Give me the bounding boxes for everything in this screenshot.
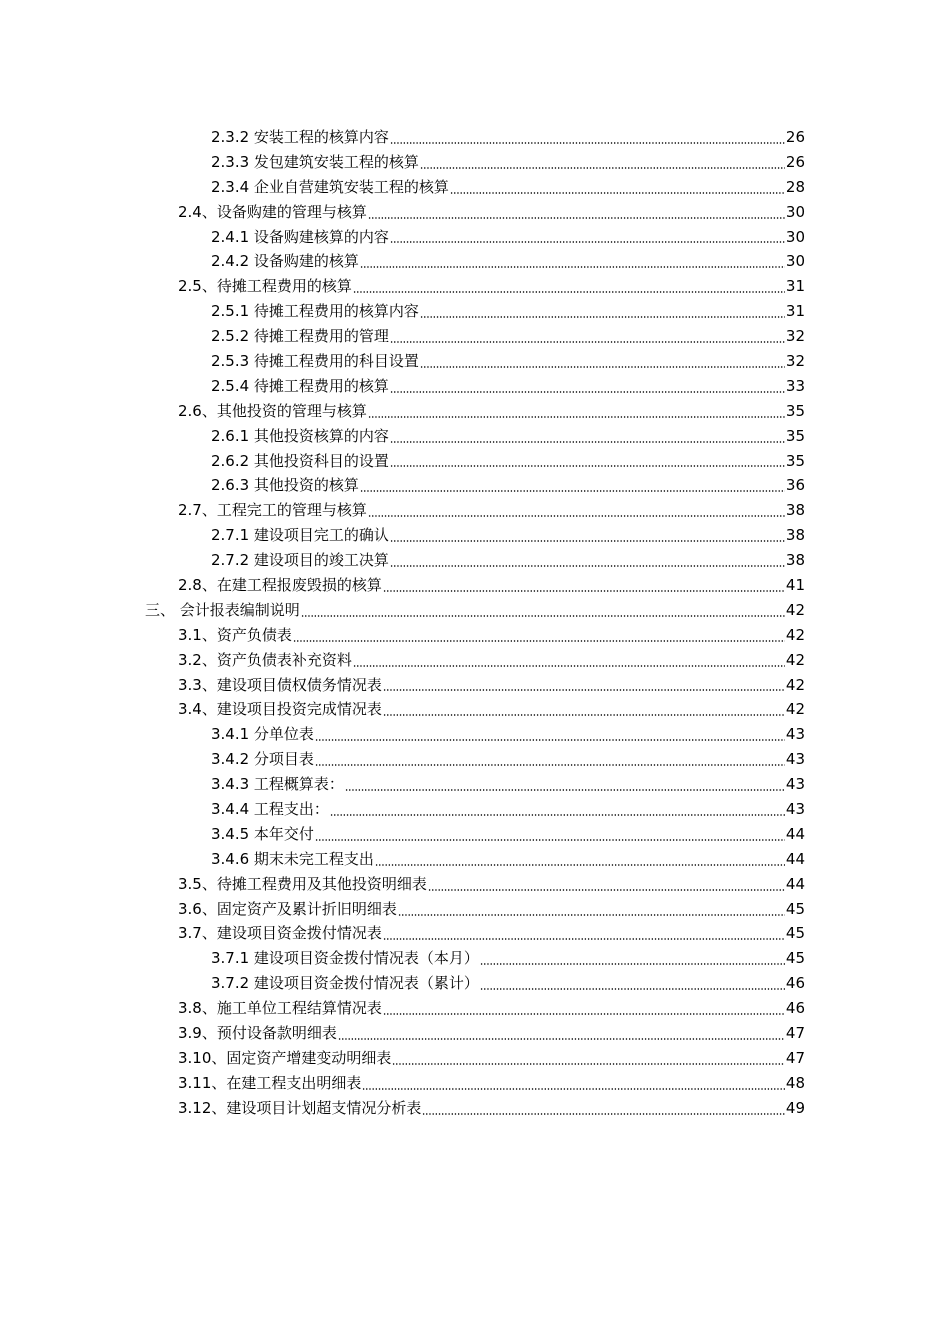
toc-entry-title: 3.4.6 期末未完工程支出 [211,849,374,868]
toc-entry[interactable] [0,648,950,673]
toc-entry[interactable] [0,747,950,772]
toc-entry-page-number: 33 [785,376,805,395]
toc-entry-title: 3.7、建设项目资金拨付情况表 [178,924,382,943]
toc-entry[interactable] [0,697,950,722]
dot-leader [315,839,785,841]
toc-entry-page-number: 38 [785,526,805,545]
toc-entry-page-number: 44 [785,849,805,868]
toc-entry-title: 3.8、施工单位工程结算情况表 [178,999,382,1018]
toc-entry[interactable] [0,598,950,623]
table-of-contents [0,125,950,1121]
toc-entry[interactable] [0,673,950,698]
toc-entry-page-number: 38 [785,501,805,520]
toc-entry-page-number: 38 [785,551,805,570]
toc-entry-page-number: 45 [785,924,805,943]
toc-entry[interactable] [0,523,950,548]
toc-entry-page-number: 43 [785,775,805,794]
toc-entry-page-number: 48 [785,1073,805,1092]
dot-leader [390,441,785,443]
dot-leader [390,142,785,144]
dot-leader [383,714,785,716]
toc-entry-title: 3.2、资产负债表补充资料 [178,650,352,669]
toc-entry-title: 2.3.3 发包建筑安装工程的核算 [211,152,419,171]
toc-entry-page-number: 31 [785,277,805,296]
toc-entry-title: 2.7.2 建设项目的竣工决算 [211,551,389,570]
dot-leader [422,1113,785,1115]
toc-entry-title: 2.6、其他投资的管理与核算 [178,401,367,420]
dot-leader [368,515,785,517]
toc-entry-page-number: 42 [785,675,805,694]
dot-leader [353,665,785,667]
dot-leader [360,490,785,492]
toc-entry[interactable] [0,200,950,225]
toc-entry-page-number: 36 [785,476,805,495]
toc-entry-page-number: 32 [785,351,805,370]
toc-entry-page-number: 30 [785,202,805,221]
toc-entry-title: 3.4.4 工程支出： [211,799,329,818]
toc-entry[interactable] [0,822,950,847]
toc-entry-page-number: 42 [785,650,805,669]
toc-entry[interactable] [0,722,950,747]
toc-entry[interactable] [0,424,950,449]
dot-leader [392,1063,785,1065]
toc-entry-page-number: 42 [785,600,805,619]
dot-leader [480,963,785,965]
toc-entry[interactable] [0,449,950,474]
toc-entry-title: 2.4、设备购建的管理与核算 [178,202,367,221]
dot-leader [383,689,785,691]
toc-entry[interactable] [0,473,950,498]
toc-entry-page-number: 49 [785,1098,805,1117]
toc-entry[interactable] [0,548,950,573]
toc-entry-page-number: 35 [785,451,805,470]
toc-entry-title: 3.3、建设项目债权债务情况表 [178,675,382,694]
toc-entry[interactable] [0,249,950,274]
toc-entry-title: 2.5.3 待摊工程费用的科目设置 [211,351,419,370]
toc-entry-title: 3.7.2 建设项目资金拨付情况表（累计） [211,974,479,993]
dot-leader [330,814,785,816]
toc-entry-page-number: 45 [785,949,805,968]
toc-entry[interactable] [0,797,950,822]
dot-leader [293,640,785,642]
dot-leader [383,590,785,592]
toc-entry[interactable] [0,1021,950,1046]
toc-entry-title: 3.11、在建工程支出明细表 [178,1073,362,1092]
dot-leader [390,341,785,343]
dot-leader [368,416,785,418]
toc-entry-page-number: 46 [785,974,805,993]
toc-entry-title: 2.4.1 设备购建核算的内容 [211,227,389,246]
dot-leader [420,366,785,368]
dot-leader [368,217,785,219]
dot-leader [315,739,785,741]
toc-entry-title: 3.4、建设项目投资完成情况表 [178,700,382,719]
dot-leader [398,914,785,916]
dot-leader [338,1038,785,1040]
toc-entry-page-number: 44 [785,874,805,893]
toc-entry-page-number: 30 [785,227,805,246]
toc-entry-title: 3.12、建设项目计划超支情况分析表 [178,1098,422,1117]
toc-entry-title: 3.4.5 本年交付 [211,824,314,843]
dot-leader [345,789,785,791]
toc-entry[interactable] [0,872,950,897]
toc-entry-page-number: 43 [785,799,805,818]
toc-entry-title: 2.5.4 待摊工程费用的核算 [211,376,389,395]
toc-entry[interactable] [0,847,950,872]
toc-entry[interactable] [0,772,950,797]
toc-entry[interactable] [0,399,950,424]
toc-entry-title: 2.4.2 设备购建的核算 [211,252,359,271]
dot-leader [390,241,785,243]
toc-entry-title: 2.3.2 安装工程的核算内容 [211,127,389,146]
toc-entry-page-number: 47 [785,1048,805,1067]
toc-entry-title: 3.7.1 建设项目资金拨付情况表（本月） [211,949,479,968]
toc-entry-title: 2.7、工程完工的管理与核算 [178,501,367,520]
toc-entry-title: 2.8、在建工程报废毁损的核算 [178,575,382,594]
toc-entry-page-number: 31 [785,302,805,321]
toc-entry-title: 2.6.3 其他投资的核算 [211,476,359,495]
toc-entry[interactable] [0,374,950,399]
dot-leader [420,167,785,169]
dot-leader [375,864,785,866]
dot-leader [450,192,785,194]
toc-entry-title: 3.5、待摊工程费用及其他投资明细表 [178,874,427,893]
toc-entry-title: 3.4.1 分单位表 [211,725,314,744]
toc-entry-page-number: 28 [785,177,805,196]
toc-entry-title: 2.5、待摊工程费用的核算 [178,277,352,296]
toc-entry[interactable] [0,897,950,922]
toc-entry-page-number: 43 [785,750,805,769]
dot-leader [420,316,785,318]
toc-entry[interactable] [0,175,950,200]
toc-entry-page-number: 46 [785,999,805,1018]
toc-entry-title: 2.7.1 建设项目完工的确认 [211,526,389,545]
dot-leader [390,465,785,467]
toc-entry-page-number: 41 [785,575,805,594]
dot-leader [390,565,785,567]
toc-entry[interactable] [0,299,950,324]
toc-entry[interactable] [0,1096,950,1121]
toc-entry-title: 2.6.2 其他投资科目的设置 [211,451,389,470]
toc-entry-title: 2.6.1 其他投资核算的内容 [211,426,389,445]
toc-entry-title: 3.1、资产负债表 [178,625,292,644]
toc-entry[interactable] [0,125,950,150]
toc-entry-title: 3.9、预付设备款明细表 [178,1024,337,1042]
toc-entry-page-number: 42 [785,700,805,719]
dot-leader [301,615,785,617]
dot-leader [480,988,785,990]
dot-leader [383,1013,785,1015]
toc-entry[interactable] [0,324,950,349]
toc-entry[interactable] [0,1046,950,1071]
toc-entry-title: 3.6、固定资产及累计折旧明细表 [178,899,397,918]
toc-entry-page-number: 43 [785,725,805,744]
toc-entry-page-number: 44 [785,824,805,843]
dot-leader [383,938,785,940]
toc-entry-page-number: 35 [785,401,805,420]
toc-entry-title: 2.3.4 企业自营建筑安装工程的核算 [211,177,449,196]
toc-entry-page-number: 42 [785,625,805,644]
dot-leader [353,291,785,293]
toc-entry-title: 3.10、固定资产增建变动明细表 [178,1048,392,1067]
toc-entry[interactable] [0,946,950,971]
dot-leader [390,391,785,393]
toc-entry-page-number: 45 [785,899,805,918]
toc-entry[interactable] [0,1071,950,1096]
toc-entry[interactable] [0,922,950,947]
dot-leader [362,1088,785,1090]
toc-entry[interactable] [0,623,950,648]
toc-entry[interactable] [0,349,950,374]
toc-entry-title: 3.4.3 工程概算表： [211,775,344,794]
dot-leader [315,764,785,766]
toc-entry-page-number: 26 [785,152,805,171]
toc-entry-page-number: 35 [785,426,805,445]
toc-entry-title: 2.5.1 待摊工程费用的核算内容 [211,302,419,321]
toc-entry-page-number: 47 [785,1024,805,1042]
toc-entry[interactable] [0,498,950,523]
toc-entry-page-number: 26 [785,127,805,146]
toc-entry-page-number: 32 [785,327,805,346]
toc-entry[interactable] [0,573,950,598]
toc-entry-title: 三、 会计报表编制说明 [145,600,300,619]
toc-entry[interactable] [0,225,950,250]
toc-entry-page-number: 30 [785,252,805,271]
toc-entry[interactable] [0,996,950,1021]
dot-leader [390,540,785,542]
toc-entry-title: 2.5.2 待摊工程费用的管理 [211,327,389,346]
toc-entry-title: 3.4.2 分项目表 [211,750,314,769]
toc-entry[interactable] [0,274,950,299]
toc-entry[interactable] [0,150,950,175]
toc-entry[interactable] [0,971,950,996]
dot-leader [428,889,785,891]
dot-leader [360,266,785,268]
